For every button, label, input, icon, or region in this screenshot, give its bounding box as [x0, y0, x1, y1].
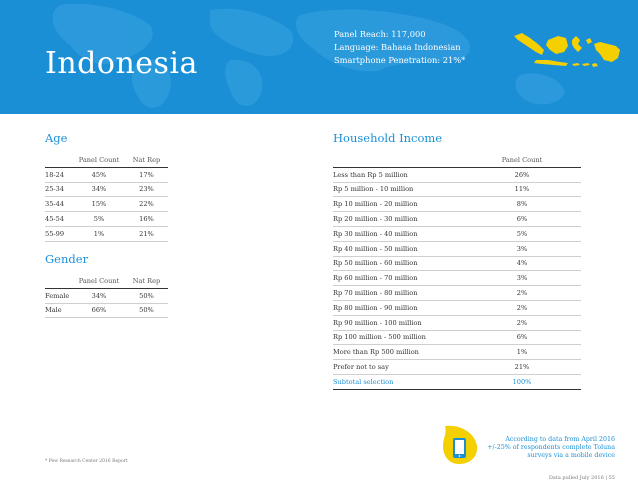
mobile-note: [425, 436, 615, 460]
panel-info: [334, 28, 465, 67]
age-cell: 21%: [125, 226, 168, 241]
table-row: [333, 241, 581, 256]
age-col-label: [45, 153, 73, 167]
income-cell: Rp 90 million - 100 million: [333, 315, 463, 330]
age-cell: 55-99: [45, 226, 73, 241]
income-cell: 6%: [463, 330, 581, 345]
income-cell: 3%: [463, 271, 581, 286]
age-cell: 18-24: [45, 167, 73, 182]
income-cell: 6%: [463, 212, 581, 227]
income-cell: 4%: [463, 256, 581, 271]
table-row: [333, 226, 581, 241]
gender-cell: Female: [45, 288, 73, 303]
income-col-panel: Panel Count: [463, 153, 581, 167]
gender-cell: 50%: [125, 303, 168, 318]
age-col-natrep: Nat Rep: [125, 153, 168, 167]
age-cell: 25-34: [45, 182, 73, 197]
income-cell: 2%: [463, 300, 581, 315]
table-row: [333, 360, 581, 375]
age-cell: 35-44: [45, 197, 73, 212]
age-cell: 23%: [125, 182, 168, 197]
table-row: [333, 330, 581, 345]
language: Language: Bahasa Indonesian: [334, 42, 461, 52]
age-header-row: [45, 153, 168, 167]
gender-table: [45, 274, 168, 318]
smartphone-penetration: Smartphone Penetration: 21%*: [334, 55, 466, 65]
table-row: [45, 167, 168, 182]
gender-cell: 50%: [125, 288, 168, 303]
subtotal-value: 100%: [463, 374, 581, 389]
gender-col-label: [45, 274, 73, 288]
income-table: [333, 153, 581, 390]
income-cell: 26%: [463, 167, 581, 182]
table-row: [45, 212, 168, 227]
mobile-note-line: +/-25% of respondents complete Toluna: [487, 444, 615, 451]
panel-reach: Panel Reach: 117,000: [334, 29, 426, 39]
table-row: [333, 315, 581, 330]
income-cell: Rp 60 million - 70 million: [333, 271, 463, 286]
age-cell: 1%: [73, 226, 125, 241]
income-cell: 11%: [463, 182, 581, 197]
table-row: [45, 288, 168, 303]
age-cell: 22%: [125, 197, 168, 212]
footnote: * Pew Research Center 2016 Report: [45, 459, 128, 464]
age-cell: 15%: [73, 197, 125, 212]
age-cell: 34%: [73, 182, 125, 197]
income-cell: Rp 70 million - 80 million: [333, 286, 463, 301]
income-cell: Prefer not to say: [333, 360, 463, 375]
age-cell: 17%: [125, 167, 168, 182]
gender-col-natrep: Nat Rep: [125, 274, 168, 288]
income-cell: Rp 80 million - 90 million: [333, 300, 463, 315]
income-cell: 2%: [463, 315, 581, 330]
income-cell: 21%: [463, 360, 581, 375]
income-cell: Rp 50 million - 60 million: [333, 256, 463, 271]
income-cell: Rp 100 million - 500 million: [333, 330, 463, 345]
table-row: [333, 286, 581, 301]
mobile-note-line: According to data from April 2016: [505, 436, 615, 443]
gender-cell: 66%: [73, 303, 125, 318]
income-cell: Less than Rp 5 million: [333, 167, 463, 182]
page-title: Indonesia: [45, 46, 198, 81]
income-cell: Rp 10 million - 20 million: [333, 197, 463, 212]
table-row: [333, 197, 581, 212]
gender-col-panel: Panel Count: [73, 274, 125, 288]
table-row: [45, 197, 168, 212]
header-banner: [0, 0, 638, 114]
age-cell: 5%: [73, 212, 125, 227]
gender-title: Gender: [45, 252, 89, 266]
income-cell: 5%: [463, 226, 581, 241]
age-title: Age: [45, 131, 68, 145]
income-cell: More than Rp 500 million: [333, 345, 463, 360]
age-col-panel: Panel Count: [73, 153, 125, 167]
table-row: [333, 256, 581, 271]
income-cell: Rp 40 million - 50 million: [333, 241, 463, 256]
table-row: [333, 182, 581, 197]
age-cell: 45-54: [45, 212, 73, 227]
table-row: [45, 226, 168, 241]
gender-header-row: [45, 274, 168, 288]
indonesia-map-icon: [508, 30, 623, 80]
page-footer: Data pulled July 2016 | 55: [548, 475, 615, 481]
table-row: [333, 212, 581, 227]
age-cell: 45%: [73, 167, 125, 182]
table-row: [333, 167, 581, 182]
table-row: [45, 303, 168, 318]
income-cell: Rp 30 million - 40 million: [333, 226, 463, 241]
income-cell: Rp 20 million - 30 million: [333, 212, 463, 227]
income-cell: 1%: [463, 345, 581, 360]
income-cell: 2%: [463, 286, 581, 301]
gender-cell: 34%: [73, 288, 125, 303]
income-cell: 3%: [463, 241, 581, 256]
table-row: [333, 271, 581, 286]
subtotal-label: Subtotal selection: [333, 374, 463, 389]
income-cell: 8%: [463, 197, 581, 212]
income-cell: Rp 5 million - 10 million: [333, 182, 463, 197]
age-cell: 16%: [125, 212, 168, 227]
table-row: [333, 345, 581, 360]
table-row: [333, 300, 581, 315]
age-table: [45, 153, 168, 242]
income-title: Household Income: [333, 131, 443, 145]
income-col-label: [333, 153, 463, 167]
subtotal-row: [333, 374, 581, 389]
mobile-note-line: surveys via a mobile device: [527, 452, 615, 459]
gender-cell: Male: [45, 303, 73, 318]
table-row: [45, 182, 168, 197]
income-header-row: [333, 153, 581, 167]
